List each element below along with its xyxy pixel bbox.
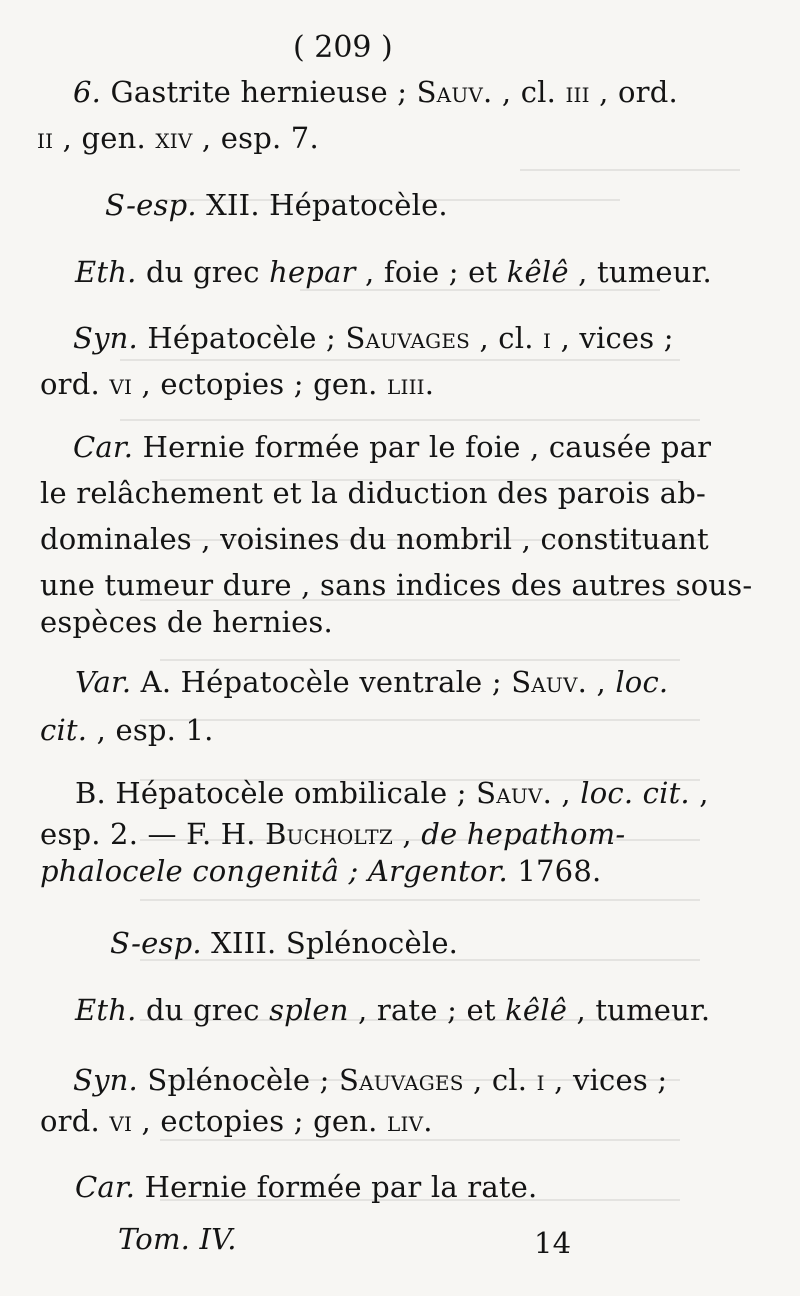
line-text: B. Hépatocèle ombilicale ; [75,776,477,810]
section-label: S-esp. [110,926,202,960]
roman-numeral: iii [565,75,590,109]
roman-numeral: xiv [155,121,193,155]
character-line [73,430,711,464]
line-text: Hépatocèle ; [137,321,346,355]
work-title: phalocele congenitâ ; Argentor. [40,854,508,888]
variety-line [75,665,668,699]
text-line [40,854,601,888]
line-text: , tumeur. [567,993,711,1027]
roman-numeral: vi [109,367,133,401]
roman-numeral: i [536,1063,545,1097]
subspecies-heading-splenocele [110,926,458,960]
line-text: , ectopies ; gen. [132,367,387,401]
roman-numeral: ii [37,121,54,155]
variety-line [75,776,709,810]
text-line [40,1104,433,1138]
author-abbrev: Sauv. [511,665,588,699]
line-text: esp. 2. — F. H. [40,817,266,851]
line-text: dominales , voisines du nombril , constituant [40,522,709,556]
line-text: 1768. [507,854,602,888]
line-text: Hernie formée par le foie , causée par [133,430,712,464]
line-text: le relâchement et la diduction des parois ab- [40,476,706,510]
text-line [40,522,709,556]
line-text: Hernie formée par la rate. [135,1170,538,1204]
citation-abbrev: loc. [615,665,669,699]
line-text: , esp. 1. [87,713,214,747]
section-label: Syn. [73,321,138,355]
line-text: , esp. 7. [192,121,319,155]
etymology-line [75,993,710,1027]
line-text: une tumeur dure , sans indices des autres sous- [40,568,753,602]
line-text: A. Hépatocèle ventrale ; [131,665,512,699]
roman-numeral: liii [386,367,425,401]
greek-term: kêlê [506,255,569,289]
text-line [40,476,706,510]
heading-text: XIII. Splénocèle. [201,926,459,960]
synonym-line [73,321,674,355]
line-text: , foie ; et [355,255,507,289]
author-name: Bucholtz [265,817,393,851]
author-name: Sauvages [339,1063,464,1097]
section-label: Car. [73,430,134,464]
line-text: du grec [136,255,270,289]
roman-numeral: vi [109,1104,133,1138]
section-label: Var. [75,665,132,699]
line-text: , [392,817,422,851]
line-text: , gen. [53,121,156,155]
line-text: . [423,1104,433,1138]
item-number: 6. [73,75,111,109]
section-label: Syn. [73,1063,138,1097]
synonym-line [73,1063,667,1097]
line-text: , ectopies ; gen. [132,1104,387,1138]
line-text: ord. [40,1104,110,1138]
line-text: , vices ; [544,1063,668,1097]
citation-abbrev: loc. cit. [580,776,690,810]
line-text: espèces de hernies. [40,605,333,639]
section-label: Eth. [75,255,137,289]
line-text: , cl. [470,321,544,355]
roman-numeral: i [543,321,552,355]
text-line [40,367,434,401]
line-text: du grec [136,993,270,1027]
character-line [75,1170,537,1204]
line-text: , ord. [589,75,678,109]
author-abbrev: Sauv. [416,75,493,109]
line-text: , [551,776,581,810]
page-number: ( 209 ) [293,30,393,65]
author-abbrev: Sauv. [476,776,552,810]
greek-term: hepar [269,255,356,289]
line-text: Gastrite hernieuse ; [110,75,417,109]
line-text: , tumeur. [568,255,712,289]
gathering-number: 14 [534,1226,572,1260]
line-text: , [587,665,616,699]
text-line [37,121,319,155]
section-label: S-esp. [105,188,197,222]
greek-term: splen [269,993,349,1027]
heading-text: XII. Hépatocèle. [196,188,448,222]
line-text: . [424,367,435,401]
citation-abbrev: cit. [40,713,88,747]
author-name: Sauvages [345,321,471,355]
text-line [40,605,333,639]
section-label: Eth. [75,993,137,1027]
text-line [40,568,752,602]
line-text: , [689,776,709,810]
subspecies-heading-hepatocele [105,188,448,222]
work-title: de hepathom- [421,817,626,851]
line-text: , rate ; et [348,993,506,1027]
line-text: , cl. [492,75,566,109]
section-label: Car. [75,1170,136,1204]
text-line [40,713,214,747]
text-line-gastrite [73,75,678,109]
text-line [40,817,625,851]
signature-mark: Tom. IV. [118,1222,237,1256]
line-text: , cl. [463,1063,537,1097]
line-text: ord. [40,367,110,401]
roman-numeral: liv [386,1104,424,1138]
greek-term: kêlê [505,993,568,1027]
line-text: Splénocèle ; [137,1063,340,1097]
etymology-line [75,255,712,289]
line-text: , vices ; [551,321,674,355]
